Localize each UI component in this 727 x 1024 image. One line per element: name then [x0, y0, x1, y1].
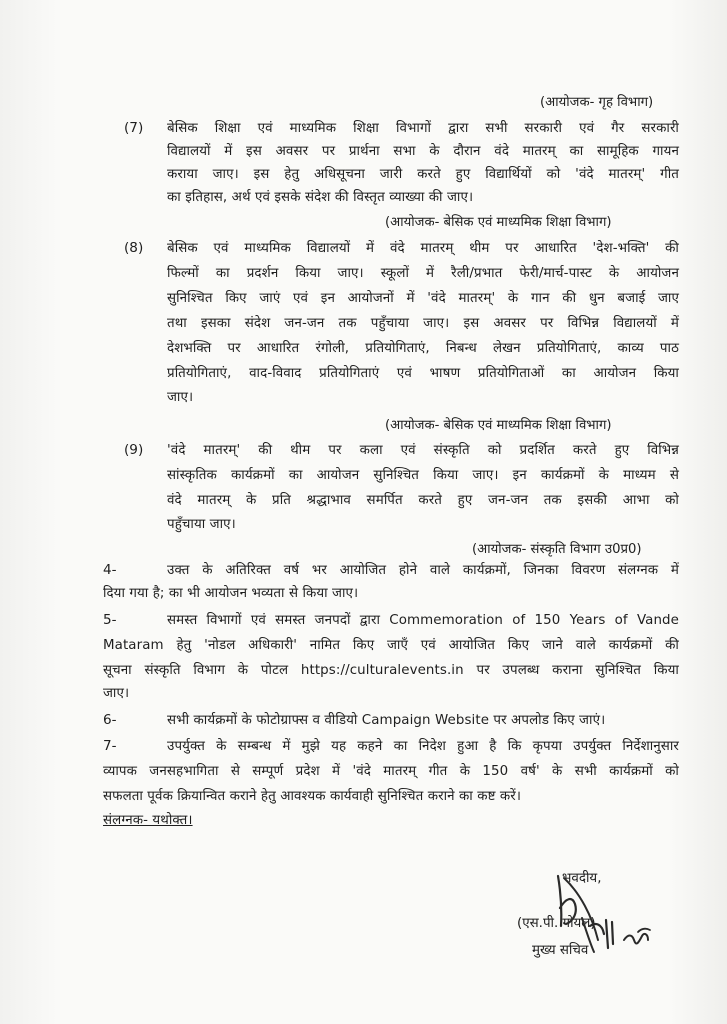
item-8-line: फिल्मों का प्रदर्शन किया जाए। स्कूलों में रैली/प्रभात फेरी/मार्च-पास्ट के आयोजन — [167, 266, 679, 281]
item-8-line: तथा इसका संदेश जन-जन तक पहुँचाया जाए। इस अवसर पर विभिन्न विद्यालयों में — [167, 316, 679, 331]
item-7-line: बेसिक शिक्षा एवं माध्यमिक शिक्षा विभागों द्वारा सभी सरकारी एवं गैर सरकारी — [167, 121, 679, 136]
signatory-designation: मुख्य सचिव — [532, 943, 589, 958]
item-8-organizer: (आयोजक- बेसिक एवं माध्यमिक शिक्षा विभाग) — [385, 418, 612, 433]
item-9-organizer: (आयोजक- संस्कृति विभाग उ0प्र0) — [472, 542, 642, 557]
item-9-line: सांस्कृतिक कार्यक्रमों का आयोजन सुनिश्चित किया जाए। इन कार्यक्रमों के माध्यम से — [167, 468, 679, 483]
para-4-number: 4- — [103, 562, 117, 578]
handwritten-signature-icon — [520, 848, 680, 958]
para-4-line: उक्त के अतिरिक्त वर्ष भर आयोजित होने वाले कार्यक्रमों, जिनका विवरण संलग्नक में — [167, 563, 679, 578]
para-6-number: 6- — [103, 712, 117, 728]
para-5-line: Mataram हेतु 'नोडल अधिकारी' नामित किए जाएँ एवं आयोजित किए जाने वाले कार्यक्रमों की — [103, 638, 679, 653]
para-5-number: 5- — [103, 612, 117, 628]
item-8-line: देशभक्ति पर आधारित रंगोली, प्रतियोगिताएं, निबन्ध लेखन प्रतियोगिताएं, काव्य पाठ — [167, 341, 679, 356]
para-5-line: जाए। — [103, 686, 130, 701]
item-8-line: बेसिक एवं माध्यमिक विद्यालयों में वंदे मातरम् थीम पर आधारित 'देश-भक्ति' की — [167, 241, 679, 256]
item-8-number: (8) — [124, 240, 144, 256]
para-4-line: दिया गया है; का भी आयोजन भव्यता से किया जाए। — [103, 586, 359, 601]
item-7-line: कराया जाए। इस हेतु अधिसूचना जारी करते हुए विद्यार्थियों को 'वंदे मातरम्' गीत — [167, 167, 679, 182]
para-6-text: सभी कार्यक्रमों के फोटोग्राफ्स व वीडियो Campaign Website पर अपलोड किए जाएं। — [167, 713, 606, 728]
item-9-line: वंदे मातरम् के प्रति श्रद्धाभाव समर्पित करते हुए जन-जन तक इसकी आभा को — [167, 493, 679, 508]
para-5-line: समस्त विभागों एवं समस्त जनपदों द्वारा Commemoration of 150 Years of Vande — [167, 613, 679, 628]
closing-salutation: भवदीय, — [562, 871, 602, 886]
signatory-name: (एस.पी. गोयल) — [517, 916, 596, 931]
para-7-line: उपर्युक्त के सम्बन्ध में मुझे यह कहने का निदेश हुआ है कि कृपया उपर्युक्त निर्देशानुसार — [167, 739, 679, 754]
item-9-line: 'वंदे मातरम्' की थीम पर कला एवं संस्कृति को प्रदर्शित करते हुए विभिन्न — [167, 443, 679, 458]
para-7-number: 7- — [103, 738, 117, 754]
item-7-line: का इतिहास, अर्थ एवं इसके संदेश की विस्तृत व्याख्या की जाए। — [167, 190, 474, 205]
organizer-home-department: (आयोजक- गृह विभाग) — [540, 95, 654, 110]
item-7-organizer: (आयोजक- बेसिक एवं माध्यमिक शिक्षा विभाग) — [385, 215, 612, 230]
item-8-line: जाए। — [167, 390, 194, 405]
item-9-number: (9) — [124, 442, 144, 458]
item-8-line: सुनिश्चित किए जाएं एवं इन आयोजनों में 'वंदे मातरम्' के गान की धुन बजाई जाए — [167, 291, 679, 306]
item-9-line: पहुँचाया जाए। — [167, 517, 236, 532]
item-7-number: (7) — [124, 120, 144, 136]
para-7-line: सफलता पूर्वक क्रियान्वित कराने हेतु आवश्यक कार्यवाही सुनिश्चित कराने का कष्ट करें। — [103, 789, 522, 804]
item-8-line: प्रतियोगिताएं, वाद-विवाद प्रतियोगिताएं एवं भाषण प्रतियोगिताओं का आयोजन किया — [167, 366, 679, 381]
para-7-line: व्यापक जनसहभागिता से सम्पूर्ण प्रदेश में 'वंदे मातरम् गीत के 150 वर्ष' के सभी कार्यक्रमों को — [103, 764, 679, 779]
item-7-line: विद्यालयों में इस अवसर पर प्रार्थना सभा के दौरान वंदे मातरम् का सामूहिक गायन — [167, 144, 679, 159]
para-5-line: सूचना संस्कृति विभाग के पोटल https://culturalevents.in पर उपलब्ध कराना सुनिश्चित किया — [103, 663, 679, 678]
enclosure-note: संलग्नक- यथोक्त। — [103, 813, 193, 828]
